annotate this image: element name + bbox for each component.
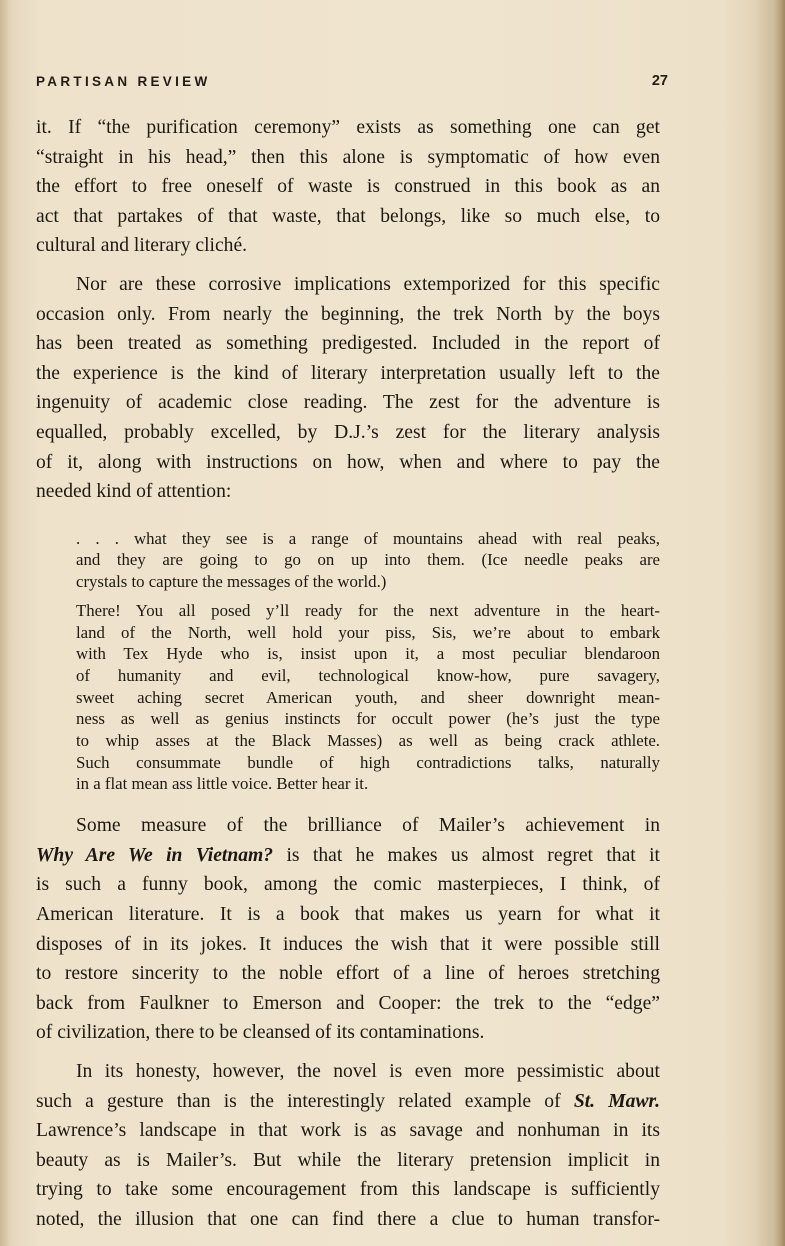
text-line: needed kind of attention: (36, 481, 232, 503)
quote-line: There! You all posed y’ll ready for the next adventure in the heart- (76, 600, 660, 620)
text-line: the effort to free oneself of waste is construed in this book as an (36, 176, 660, 198)
running-head: PARTISAN REVIEW (36, 74, 211, 89)
quote-line: in a flat mean ass little voice. Better hear it. (76, 774, 369, 794)
text-line: is such a funny book, among the comic masterpieces, I think, of (36, 874, 660, 896)
text-line: disposes of in its jokes. It induces the wish that it were possible still (36, 933, 660, 955)
text-line: Some measure of the brilliance of Mailer’s achievement in (76, 815, 660, 837)
quote-paragraph-2 (76, 600, 660, 795)
text-line: equalled, probably excelled, by D.J.’s zest for the literary analysis (36, 421, 660, 443)
text-line: of civilization, there to be cleansed of its contaminations. (36, 1022, 485, 1044)
text-line: it. If “the purification ceremony” exists as something one can get (36, 117, 660, 138)
page-gutter-shadow (0, 0, 8, 1246)
quote-line: and they are going to go on up into them. (Ice needle peaks are (76, 550, 660, 570)
text-line: trying to take some encouragement from this landscape is sufficiently (36, 1179, 660, 1201)
quote-line: . . . what they see is a range of mountains ahead with real peaks, (76, 528, 660, 548)
quote-line: of humanity and evil, technological know-how, pure savagery, (76, 665, 660, 685)
text-line: American literature. It is a book that makes us yearn for what it (36, 903, 660, 925)
text-line: Lawrence’s landscape in that work is as savage and nonhuman in its (36, 1120, 660, 1142)
quote-line: with Tex Hyde who is, insist upon it, a most peculiar blendaroon (76, 644, 660, 664)
text-line: act that partakes of that waste, that belongs, like so much else, to (36, 205, 660, 227)
paragraph-4 (36, 1057, 660, 1235)
text-line: cultural and literary cliché. (36, 235, 248, 257)
quote-line: sweet aching secret American youth, and sheer downright mean- (76, 687, 660, 707)
book-title: Why Are We in Vietnam? (36, 844, 274, 866)
text-run: such a gesture than is the interestingly related example of (36, 1090, 574, 1112)
text-line: Nor are these corrosive implications extemporized for this specific (76, 273, 660, 295)
text-line (36, 841, 660, 871)
paragraph-2 (36, 270, 660, 507)
text-line: In its honesty, however, the novel is even more pessimistic about (76, 1060, 660, 1082)
text-line: occasion only. From nearly the beginning, the trek North by the boys (36, 303, 660, 325)
text-line: ingenuity of academic close reading. The zest for the adventure is (36, 392, 660, 414)
page-header (36, 70, 668, 92)
paragraph-3 (36, 811, 660, 1048)
quote-line: land of the North, well hold your piss, Sis, we’re about to embark (76, 622, 660, 642)
page-edge (772, 0, 785, 1246)
text-line: beauty as is Mailer’s. But while the literary pretension implicit in (36, 1149, 660, 1171)
book-title: St. Mawr. (573, 1090, 660, 1112)
text-line: to restore sincerity to the noble effort of a line of heroes stretching (36, 963, 660, 985)
text-line: “straight in his head,” then this alone is symptomatic of how even (36, 146, 660, 168)
paragraph-1 (36, 113, 660, 261)
text-line (36, 1087, 660, 1117)
text-line: has been treated as something predigested. Included in the report of (36, 333, 660, 355)
text-line: of it, along with instructions on how, when and where to pay the (36, 451, 660, 473)
quote-line: Such consummate bundle of high contradictions talks, naturally (76, 752, 660, 772)
text-line: noted, the illusion that one can find there a clue to human transfor- (36, 1208, 660, 1230)
body-text (36, 113, 660, 1234)
text-run: is that he makes us almost regret that it (273, 844, 660, 866)
quote-line: crystals to capture the messages of the world.) (76, 572, 387, 592)
text-line: the experience is the kind of literary interpretation usually left to the (36, 362, 660, 384)
text-line: back from Faulkner to Emerson and Cooper: the trek to the “edge” (36, 992, 660, 1014)
block-quote (76, 528, 660, 795)
page-number: 27 (651, 73, 668, 89)
quote-line: ness as well as genius instincts for occult power (he’s just the type (76, 709, 660, 729)
quote-line: to whip asses at the Black Masses) as well as being crack athlete. (76, 731, 660, 751)
quote-paragraph-1 (76, 528, 660, 593)
